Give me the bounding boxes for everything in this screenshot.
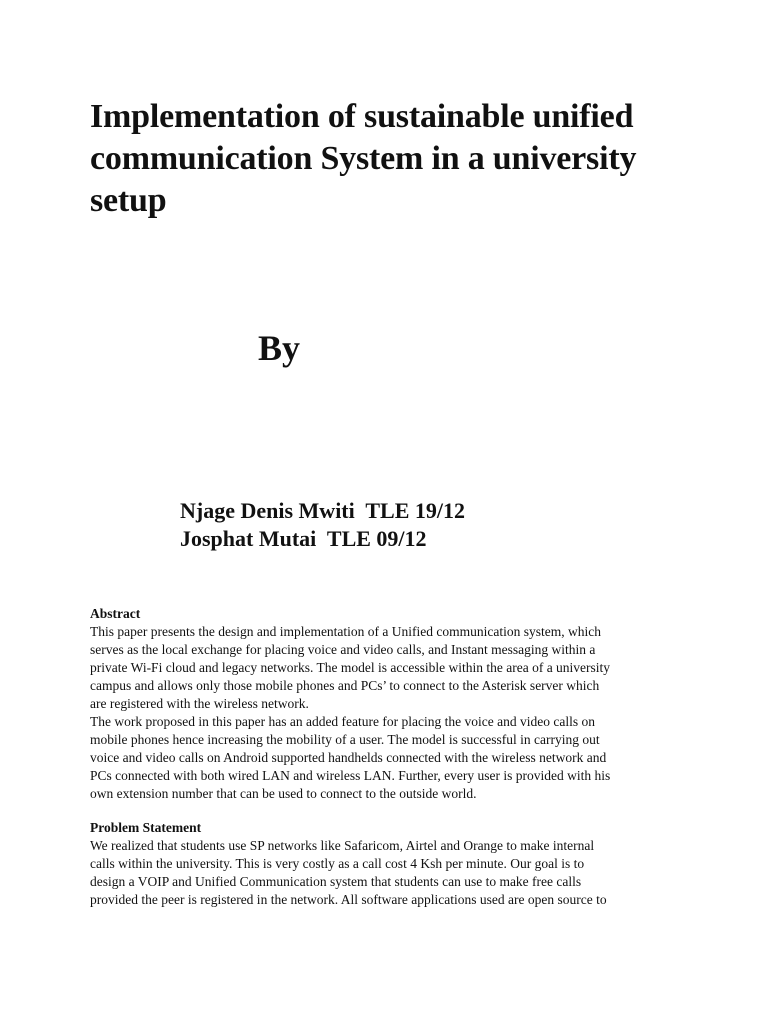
abstract-line: serves as the local exchange for placing voice and video calls, and Instant messaging within a xyxy=(90,642,596,657)
author-line: Njage Denis Mwiti TLE 19/12 xyxy=(180,498,465,523)
problem-statement-heading: Problem Statement xyxy=(90,820,202,835)
title-line: communication System in a university xyxy=(90,140,637,177)
by-label: By xyxy=(258,328,301,368)
problem-statement-line: provided the peer is registered in the network. All software applications used are open source to xyxy=(90,892,607,907)
problem-statement-section xyxy=(90,819,680,909)
abstract-line: PCs connected with both wired LAN and wireless LAN. Further, every user is provided with his xyxy=(90,768,611,783)
abstract-line: own extension number that can be used to connect to the outside world. xyxy=(90,786,477,801)
title-line: Implementation of sustainable unified xyxy=(90,98,634,135)
problem-statement-line: We realized that students use SP networks like Safaricom, Airtel and Orange to make internal xyxy=(90,838,595,853)
abstract-line: campus and allows only those mobile phones and PCs’ to connect to the Asterisk server which xyxy=(90,678,600,693)
author-list xyxy=(180,497,465,553)
title-line: setup xyxy=(90,182,167,219)
abstract-line: mobile phones hence increasing the mobility of a user. The model is successful in carrying out xyxy=(90,732,600,747)
abstract-line: are registered with the wireless network. xyxy=(90,696,309,711)
abstract-line: The work proposed in this paper has an added feature for placing the voice and video calls on xyxy=(90,714,595,729)
author-line: Josphat Mutai TLE 09/12 xyxy=(180,526,427,551)
abstract-heading: Abstract xyxy=(90,606,141,621)
abstract-line: private Wi-Fi cloud and legacy networks. The model is accessible within the area of a university xyxy=(90,660,611,675)
abstract-line: This paper presents the design and implementation of a Unified communication system, which xyxy=(90,624,602,639)
document-title xyxy=(90,96,710,222)
problem-statement-line: design a VOIP and Unified Communication system that students can use to make free calls xyxy=(90,874,582,889)
abstract-section xyxy=(90,605,680,803)
problem-statement-line: calls within the university. This is very costly as a call cost 4 Ksh per minute. Our goal is to xyxy=(90,856,585,871)
abstract-line: voice and video calls on Android supported handhelds connected with the wireless network and xyxy=(90,750,607,765)
